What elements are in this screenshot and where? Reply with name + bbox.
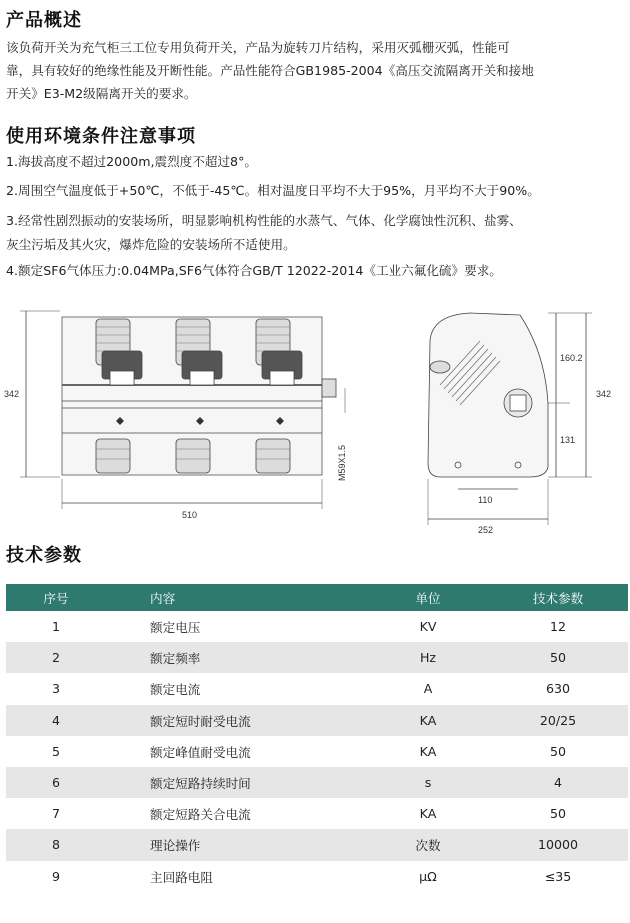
- cell-unit: KA: [368, 705, 488, 736]
- cell-unit: A: [368, 673, 488, 704]
- cell-unit: KA: [368, 736, 488, 767]
- cell-content: 额定频率: [106, 642, 368, 673]
- front-width-dim: 510: [182, 510, 198, 520]
- technical-drawing: [0, 293, 630, 539]
- specs-title: 技术参数: [6, 545, 82, 566]
- overview-line: 开关》E3-M2级隔离开关的要求。: [6, 86, 197, 101]
- overview-line: 靠，具有较好的绝缘性能及开断性能。产品性能符合GB1985-2004《高压交流隔离开关和接地: [6, 63, 534, 78]
- cell-unit: KA: [368, 798, 488, 829]
- overview-line: 该负荷开关为充气柜三工位专用负荷开关，产品为旋转刀片结构，采用灭弧栅灭弧，性能可: [6, 40, 510, 55]
- cell-unit: Hz: [368, 642, 488, 673]
- specs-table: [6, 584, 628, 892]
- cell-value: 630: [488, 673, 628, 704]
- cell-value: 10000: [488, 829, 628, 860]
- environment-item: 3.经常性剧烈振动的安装场所，明显影响机构性能的水蒸气、气体、化学腐蚀性沉积、盐雾、: [6, 213, 522, 228]
- header-index: 序号: [6, 584, 106, 611]
- side-width-dim: 252: [478, 525, 494, 535]
- cell-index: 9: [6, 861, 106, 892]
- table-row: [6, 642, 628, 673]
- cell-value: 12: [488, 611, 628, 642]
- cell-index: 8: [6, 829, 106, 860]
- cell-value: ≤35: [488, 861, 628, 892]
- cell-value: 4: [488, 767, 628, 798]
- table-row: [6, 829, 628, 860]
- table-row: [6, 673, 628, 704]
- header-unit: 单位: [368, 584, 488, 611]
- front-view: [20, 311, 345, 509]
- header-content: 内容: [106, 584, 368, 611]
- side-upper-dim: 160.2: [560, 353, 583, 363]
- thread-dim: M59X1.5: [337, 444, 347, 481]
- cell-value: 50: [488, 642, 628, 673]
- table-row: [6, 736, 628, 767]
- cell-index: 2: [6, 642, 106, 673]
- cell-index: 1: [6, 611, 106, 642]
- cell-index: 4: [6, 705, 106, 736]
- side-view: [428, 313, 592, 525]
- cell-unit: s: [368, 767, 488, 798]
- side-height-dim: 342: [596, 389, 612, 399]
- cell-content: 额定短路关合电流: [106, 798, 368, 829]
- front-height-dim: 342: [4, 389, 20, 399]
- table-header-row: [6, 584, 628, 611]
- cell-unit: 次数: [368, 829, 488, 860]
- cell-value: 20/25: [488, 705, 628, 736]
- cell-content: 额定短路持续时间: [106, 767, 368, 798]
- cell-content: 额定电压: [106, 611, 368, 642]
- environment-item: 1.海拔高度不超过2000m,震烈度不超过8°。: [6, 154, 257, 169]
- cell-unit: μΩ: [368, 861, 488, 892]
- table-row: [6, 705, 628, 736]
- environment-item: 4.额定SF6气体压力:0.04MPa,SF6气体符合GB/T 12022-2014《工业六氟化硫》要求。: [6, 263, 502, 278]
- cell-content: 主回路电阻: [106, 861, 368, 892]
- overview-title: 产品概述: [6, 10, 82, 31]
- table-row: [6, 798, 628, 829]
- cell-value: 50: [488, 736, 628, 767]
- cell-index: 5: [6, 736, 106, 767]
- cell-content: 额定峰值耐受电流: [106, 736, 368, 767]
- cell-content: 理论操作: [106, 829, 368, 860]
- table-row: [6, 767, 628, 798]
- cell-content: 额定短时耐受电流: [106, 705, 368, 736]
- environment-item: 2.周围空气温度低于+50℃，不低于-45℃。相对温度日平均不大于95%，月平均不大于90%。: [6, 183, 540, 198]
- table-row: [6, 861, 628, 892]
- overview-paragraph: [6, 36, 626, 105]
- environment-title: 使用环境条件注意事项: [6, 126, 196, 147]
- cell-unit: KV: [368, 611, 488, 642]
- cell-index: 7: [6, 798, 106, 829]
- side-lower-dim: 131: [560, 435, 576, 445]
- environment-item: 灰尘污垢及其火灾，爆炸危险的安装场所不适使用。: [6, 237, 296, 252]
- cell-content: 额定电流: [106, 673, 368, 704]
- cell-index: 3: [6, 673, 106, 704]
- side-base-dim: 110: [478, 495, 493, 505]
- cell-value: 50: [488, 798, 628, 829]
- table-row: [6, 611, 628, 642]
- header-value: 技术参数: [488, 584, 628, 611]
- cell-index: 6: [6, 767, 106, 798]
